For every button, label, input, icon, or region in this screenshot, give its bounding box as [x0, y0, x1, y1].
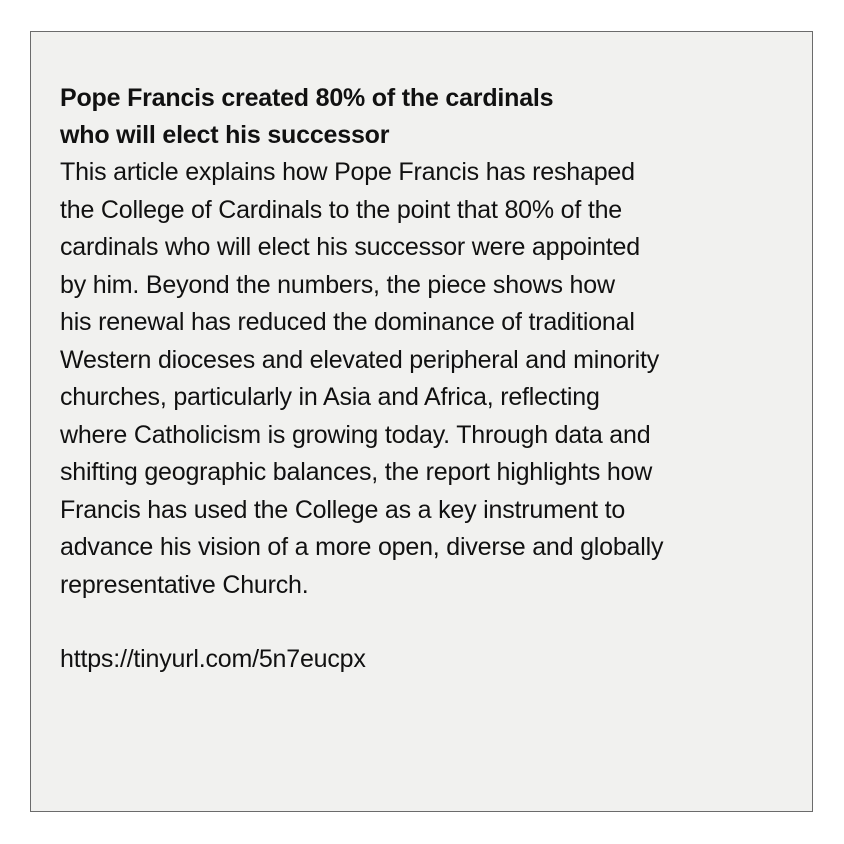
- body-line: churches, particularly in Asia and Africa, reflecting: [60, 383, 600, 411]
- post-card: [30, 31, 813, 812]
- body-line: advance his vision of a more open, diverse and globally: [60, 533, 664, 561]
- body-line: Francis has used the College as a key instrument to: [60, 495, 626, 524]
- body-line: Western dioceses and elevated peripheral and minority: [60, 345, 660, 374]
- body-line: This article explains how Pope Francis has reshaped: [60, 158, 635, 186]
- post-content: [60, 80, 780, 679]
- body-line: the College of Cardinals to the point that 80% of the: [60, 195, 622, 224]
- title-line: Pope Francis created 80% of the cardinals: [60, 84, 554, 112]
- title-line: who will elect his successor: [60, 121, 390, 149]
- post-body: [60, 154, 780, 604]
- body-line: his renewal has reduced the dominance of traditional: [60, 308, 635, 336]
- body-line: by him. Beyond the numbers, the piece shows how: [60, 270, 615, 299]
- body-line: where Catholicism is growing today. Through data and: [60, 420, 651, 449]
- post-title: [60, 80, 780, 154]
- body-line: cardinals who will elect his successor were appointed: [60, 233, 640, 261]
- body-line: representative Church.: [60, 570, 309, 599]
- article-link[interactable]: https://tinyurl.com/5n7eucpx: [60, 645, 366, 673]
- body-line: shifting geographic balances, the report highlights how: [60, 458, 653, 486]
